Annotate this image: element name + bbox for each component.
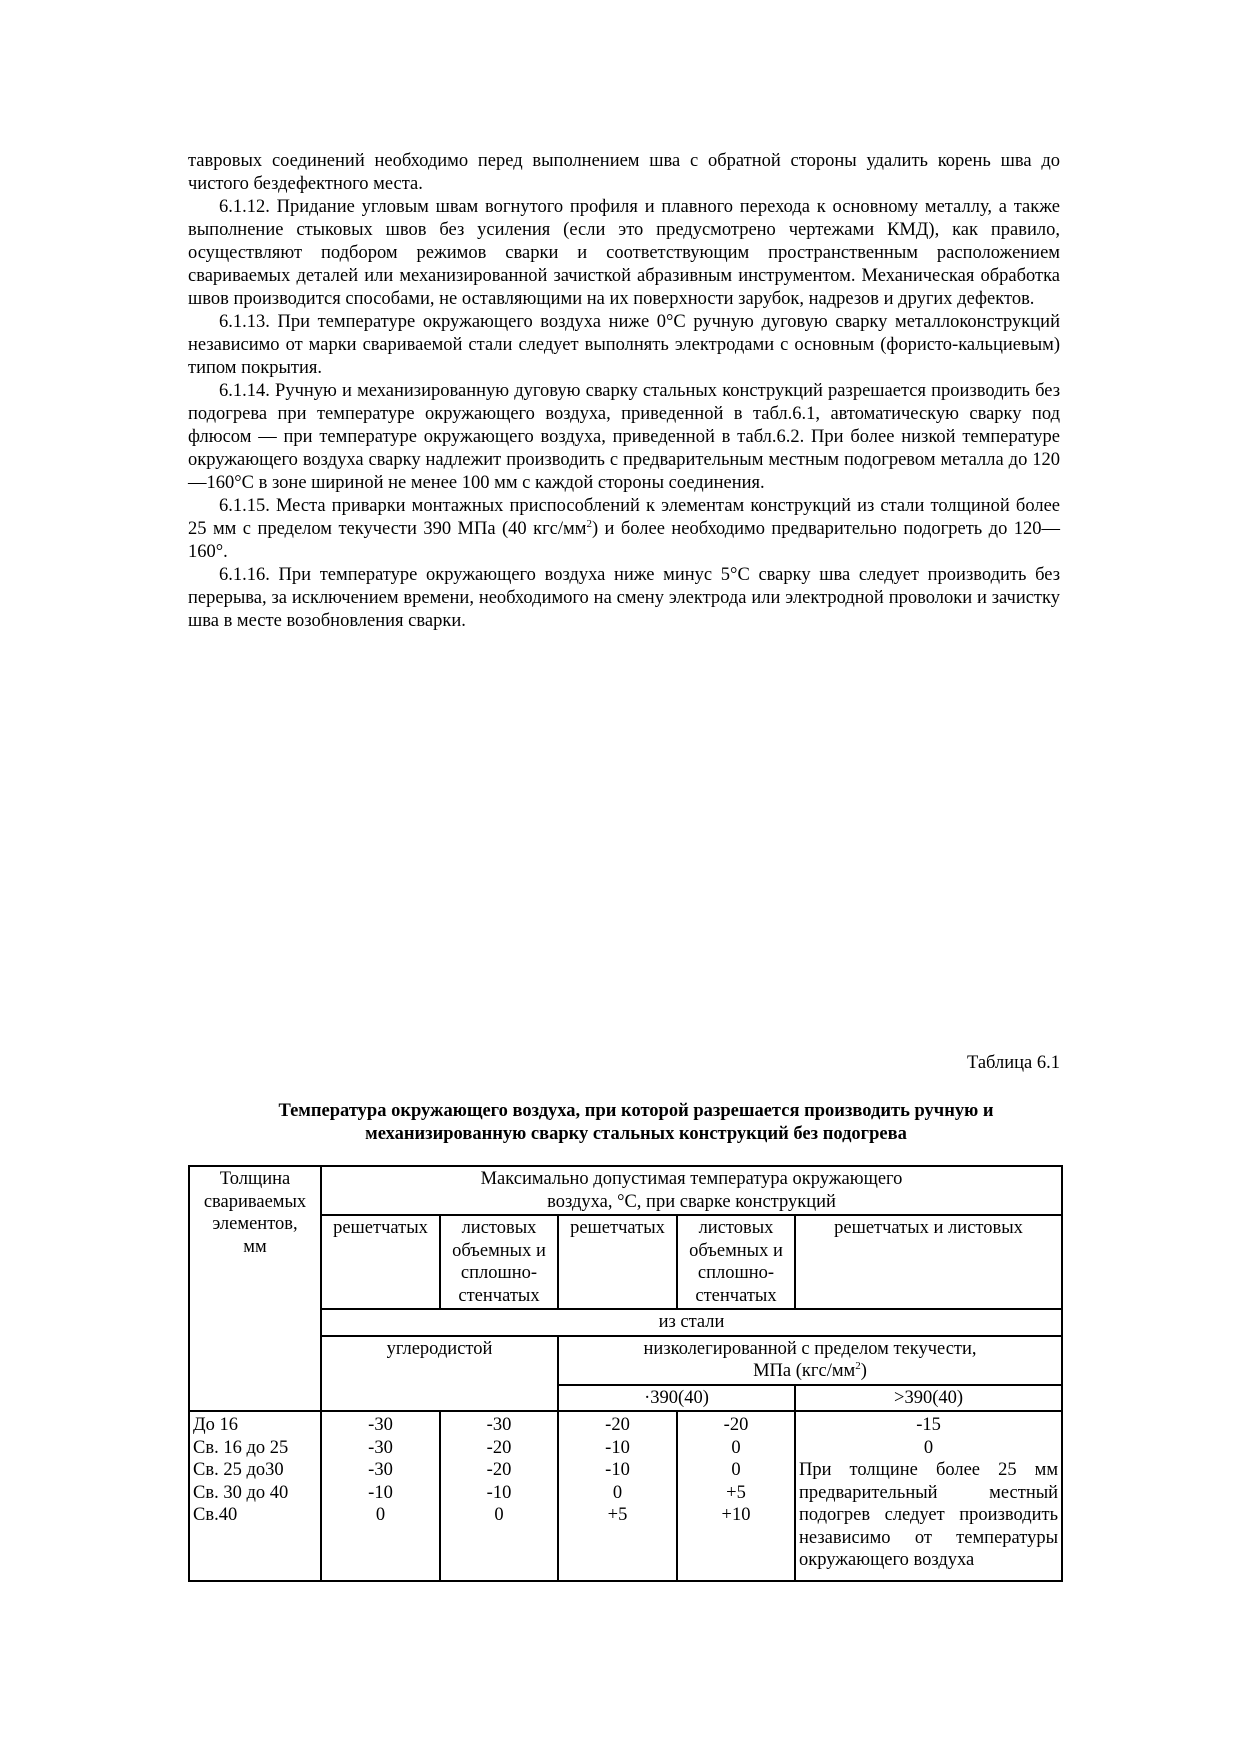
header-text: сплошно-	[697, 1263, 775, 1283]
table-data-row	[189, 1411, 1062, 1581]
table-header-row	[189, 1166, 1062, 1215]
table-cell: -20	[486, 1437, 512, 1458]
table-title	[230, 1100, 1042, 1146]
header-lattice-and-sheet: решетчатых и листовых	[795, 1215, 1062, 1309]
paragraph: тавровых соединений необходимо перед выполнением шва с обратной стороны удалить корень шва до чистого бездефектного места.	[188, 151, 1060, 194]
table-cell: -10	[486, 1482, 512, 1503]
header-text: свариваемых	[203, 1191, 307, 1212]
table-cell: 0	[494, 1505, 504, 1525]
thickness-column	[189, 1411, 321, 1581]
table-cell: 0	[731, 1460, 741, 1480]
table-cell: -20	[605, 1415, 630, 1435]
table-cell: Св. 25 до30	[193, 1460, 284, 1480]
header-text: листовых	[461, 1218, 537, 1238]
header-text: листовых	[698, 1218, 774, 1238]
paragraph-text: 6.1.15. Места приварки монтажных приспособлений к элементам конструкций из стали толщиной более 25 мм с пределом текучести 390 МПа (40 кгс/мм	[188, 496, 1060, 539]
high-yield-column	[795, 1411, 1062, 1581]
temperature-table	[188, 1165, 1063, 1582]
header-text	[562, 1360, 1058, 1383]
paragraph-6-1-16: 6.1.16. При температуре окружающего воздуха ниже минус 5°С сварку шва следует производить без перерыва, за исключением времени, необходимого на смену электрода или электродной проволоки и зачистку шва в месте возобновления сварки.	[188, 565, 1060, 631]
header-text: объемных и	[452, 1240, 546, 1261]
superscript: 2	[586, 517, 592, 530]
table-caption: Таблица 6.1	[967, 1053, 1060, 1073]
header-text: элементов,	[212, 1214, 298, 1234]
carbon-lattice-column	[321, 1411, 440, 1581]
header-carbon-steel: углеродистой	[321, 1336, 558, 1412]
header-thickness	[189, 1166, 321, 1411]
table-cell: -30	[368, 1415, 393, 1435]
header-yield-gt-390: >390(40)	[795, 1385, 1062, 1412]
table-cell: +5	[726, 1482, 746, 1503]
header-lattice: решетчатых	[321, 1215, 440, 1309]
carbon-sheet-column	[440, 1411, 558, 1581]
table-cell: 0	[923, 1437, 934, 1458]
paragraph-6-1-12: 6.1.12. Придание угловым швам вогнутого профиля и плавного перехода к основному металлу, а также выполнение стыковых швов без усиления (если это предусмотрено чертежами КМД), как правило, осуществляют подбором режимов сварки и соответствующим пространственным расположением свариваемых деталей или механизированной зачисткой абразивным инструментом. Механическая обработка швов производится способами, не оставляющими на их поверхности зарубок, надрезов и других дефектов.	[188, 197, 1060, 309]
paragraph-text: ) и более необходимо предварительно подогреть до 120—160°.	[188, 519, 1061, 562]
header-text: МПа (кгс/мм	[753, 1361, 856, 1381]
header-yield-le-390: ·390(40)	[558, 1385, 795, 1412]
table-cell: Св.40	[193, 1505, 238, 1525]
header-sheet	[677, 1215, 795, 1309]
table-cell: +10	[721, 1505, 751, 1525]
table-cell: 0	[612, 1482, 623, 1503]
table-cell: 0	[731, 1437, 741, 1458]
low-alloy-sheet-column	[677, 1411, 795, 1581]
header-text: стенчатых	[458, 1285, 540, 1306]
table-cell: -20	[723, 1415, 749, 1435]
header-text: сплошно-	[460, 1263, 538, 1283]
paragraph-6-1-13: 6.1.13. При температуре окружающего воздуха ниже 0°С ручную дуговую сварку металлоконструкций независимо от марки свариваемой стали следует выполнять электродами с основным (фористо-кальциевым) типом покрытия.	[188, 312, 1060, 378]
header-text: мм	[243, 1236, 267, 1257]
table-cell: 0	[375, 1505, 386, 1525]
header-text: воздуха, °С, при сварке конструкций	[547, 1191, 836, 1212]
header-lattice: решетчатых	[558, 1215, 677, 1309]
paragraph-6-1-14: 6.1.14. Ручную и механизированную дуговую сварку стальных конструкций разрешается производить без подогрева при температуре окружающего воздуха, приведенной в табл.6.1, автоматическую сварку под флюсом — при температуре окружающего воздуха, приведенной в табл.6.2. При более низкой температуре окружающего воздуха сварку надлежит производить с предварительным местным подогревом металла до 120—160°С в зоне шириной не менее 100 мм с каждой стороны соединения.	[188, 381, 1060, 493]
header-sheet	[440, 1215, 558, 1309]
table-cell: До 16	[193, 1415, 238, 1435]
header-text: низколегированной с пределом текучести,	[643, 1338, 977, 1359]
table-cell: +5	[607, 1505, 628, 1525]
header-low-alloy-steel	[558, 1336, 1062, 1385]
table-title-line: Температура окружающего воздуха, при которой разрешается производить ручную и	[278, 1101, 994, 1121]
table-title-line: механизированную сварку стальных конструкций без подогрева	[365, 1124, 907, 1144]
table-cell: -10	[605, 1460, 630, 1480]
header-text: объемных и	[689, 1240, 783, 1261]
table-cell: Св. 30 до 40	[193, 1482, 289, 1503]
body-text	[188, 150, 1060, 633]
paragraph-6-1-15	[188, 495, 1060, 564]
header-text: )	[860, 1361, 867, 1381]
header-text: Максимально допустимая температура окружающего	[480, 1169, 903, 1189]
table-cell: -30	[486, 1415, 512, 1435]
table-cell: -10	[368, 1482, 393, 1503]
header-text: стенчатых	[695, 1285, 777, 1306]
header-text: Толщина	[219, 1169, 291, 1189]
table-cell: Св. 16 до 25	[193, 1437, 289, 1458]
table-note: При толщине более 25 мм предварительный местный подогрев следует производить независимо от температуры окружающего воздуха	[799, 1460, 1059, 1570]
table-cell: -15	[916, 1415, 941, 1435]
table-cell: -30	[368, 1437, 393, 1458]
superscript: 2	[855, 1359, 861, 1372]
table-cell: -20	[486, 1460, 512, 1480]
table-cell: -30	[368, 1460, 393, 1480]
header-steel: из стали	[321, 1309, 1062, 1336]
header-max-temperature	[321, 1166, 1062, 1215]
low-alloy-lattice-column	[558, 1411, 677, 1581]
table-cell: -10	[605, 1437, 630, 1458]
